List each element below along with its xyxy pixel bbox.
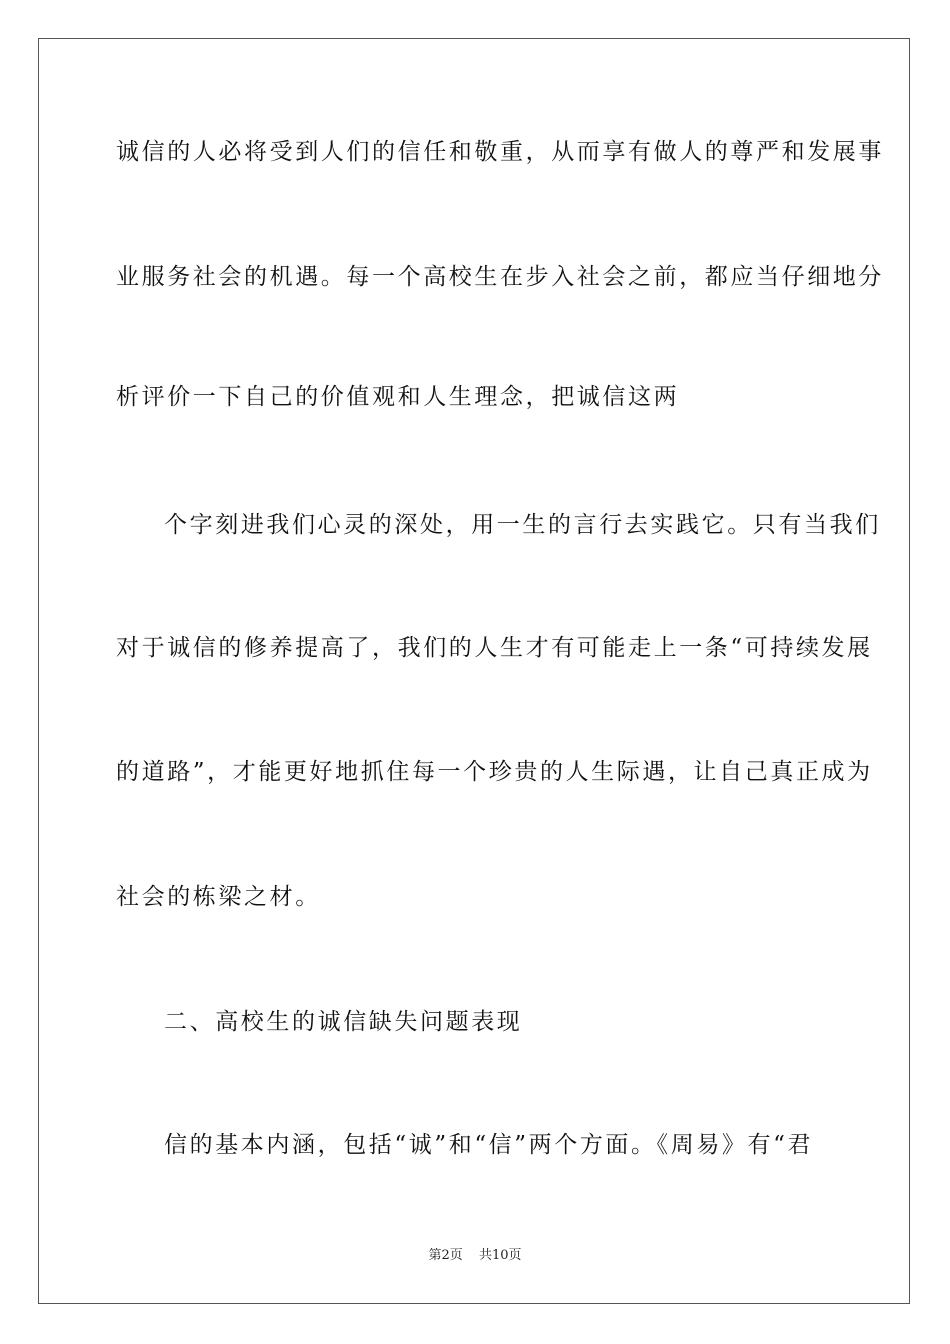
body-line-1: 诚信的人必将受到人们的信任和敬重，从而享有做人的尊严和发展事 (116, 139, 884, 165)
body-line-4: 个字刻进我们心灵的深处，用一生的言行去实践它。只有当我们 (164, 512, 881, 538)
body-line-5: 对于诚信的修养提高了，我们的人生才有可能走上一条“可持续发展 (116, 635, 873, 661)
body-line-2: 业服务社会的机遇。每一个高校生在步入社会之前，都应当仔细地分 (116, 264, 884, 290)
body-line-9: 信的基本内涵，包括“诚”和“信”两个方面。《周易》有“君 (164, 1132, 814, 1158)
page-number: 第2页 (428, 1248, 463, 1263)
page-border (38, 38, 910, 1304)
body-line-3: 析评价一下自己的价值观和人生理念，把诚信这两 (116, 384, 680, 410)
page-total: 共10页 (478, 1248, 522, 1263)
body-line-6: 的道路”，才能更好地抓住每一个珍贵的人生际遇，让自己真正成为 (116, 759, 873, 785)
page-footer (0, 1247, 950, 1265)
body-line-7: 社会的栋梁之材。 (116, 884, 321, 910)
section-heading: 二、高校生的诚信缺失问题表现 (164, 1009, 523, 1035)
